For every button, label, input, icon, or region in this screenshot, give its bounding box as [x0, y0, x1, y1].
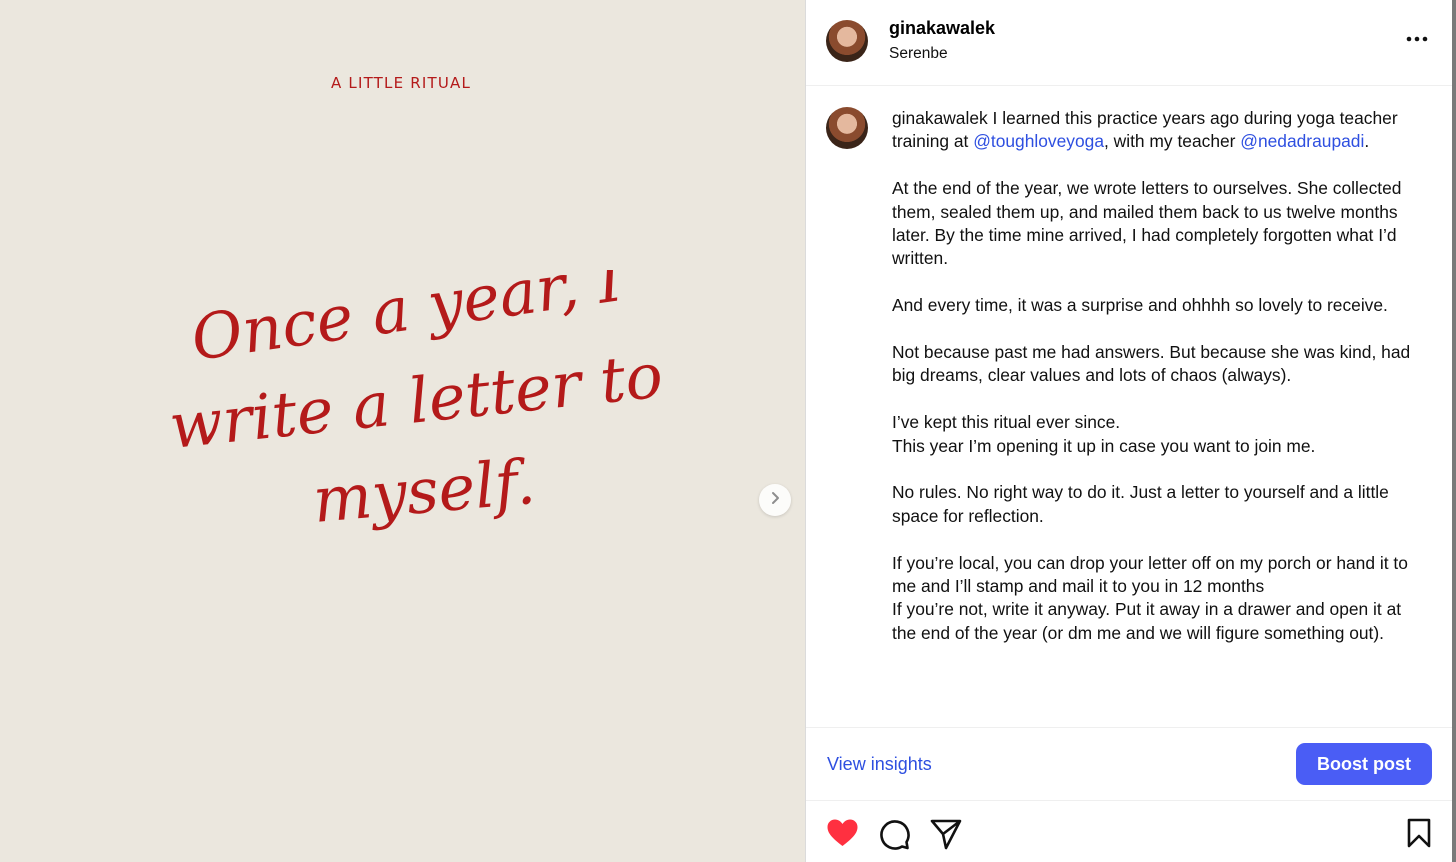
- more-options-button[interactable]: [1400, 28, 1434, 50]
- view-insights-link[interactable]: View insights: [827, 754, 932, 774]
- mention-link[interactable]: @nedadraupadi: [1240, 131, 1365, 152]
- handwritten-line-3: myself.: [309, 444, 539, 537]
- more-options-icon: [1400, 37, 1434, 54]
- caption-paragraph: And every time, it was a surprise and ohhhh so lovely to receive.: [892, 295, 1388, 316]
- image-title: A LITTLE RITUAL: [330, 74, 472, 92]
- bookmark-icon: [1406, 835, 1432, 852]
- save-button[interactable]: [1406, 818, 1432, 853]
- boost-post-button[interactable]: Boost post: [1296, 743, 1432, 785]
- handwritten-text: [150, 270, 690, 570]
- paper-plane-icon: [930, 837, 962, 854]
- mention-link[interactable]: @toughloveyoga: [973, 131, 1105, 152]
- share-button[interactable]: [930, 818, 962, 855]
- next-slide-button[interactable]: [759, 484, 791, 516]
- caption-paragraph: If you’re local, you can drop your letter off on my porch or hand it to me and I’ll stamp and mail it to you in 12 months If you’re not, write it anyway. Put it away in a drawer and open it at the end of the year (or dm me and we will figure something out).: [892, 552, 1408, 643]
- handwritten-line-1: Once a year, I: [186, 270, 627, 375]
- action-bar: [806, 801, 1452, 862]
- caption-text: [892, 107, 1422, 669]
- header-location[interactable]: Serenbe: [889, 45, 948, 62]
- comment-icon: [878, 837, 910, 854]
- comment-button[interactable]: [878, 818, 910, 855]
- handwritten-line-2: write a letter to: [165, 338, 667, 463]
- header-username[interactable]: ginakawalek: [889, 18, 996, 38]
- caption-paragraph: No rules. No right way to do it. Just a letter to yourself and a little space for reflection.: [892, 482, 1389, 526]
- caption-paragraph: Not because past me had answers. But because she was kind, had big dreams, clear values and lots of chaos (always).: [892, 342, 1411, 386]
- caption-paragraph: I’ve kept this ritual ever since. This year I’m opening it up in case you want to join me.: [892, 412, 1316, 456]
- caption-intro-text: I learned this practice years ago during yoga teacher training at: [892, 108, 1398, 152]
- like-button[interactable]: [826, 818, 859, 853]
- heart-filled-icon: [826, 835, 859, 852]
- caption-intro-text: .: [1364, 131, 1370, 152]
- caption-avatar[interactable]: [826, 107, 868, 149]
- post-header: [806, 0, 1452, 86]
- chevron-right-icon: [768, 491, 782, 510]
- insights-bar: [806, 727, 1452, 801]
- caption-intro-text: , with my teacher: [1104, 131, 1241, 152]
- caption-paragraph: At the end of the year, we wrote letters to ourselves. She collected them, sealed them up, and mailed them back to us twelve months later. By the time mine arrived, I had completely forgotten what I’d written.: [892, 178, 1402, 269]
- caption-intro: [892, 107, 1422, 154]
- caption-area[interactable]: [806, 87, 1452, 727]
- caption-username[interactable]: ginakawalek: [892, 108, 988, 128]
- window-edge: [1452, 0, 1456, 862]
- avatar[interactable]: [826, 20, 868, 62]
